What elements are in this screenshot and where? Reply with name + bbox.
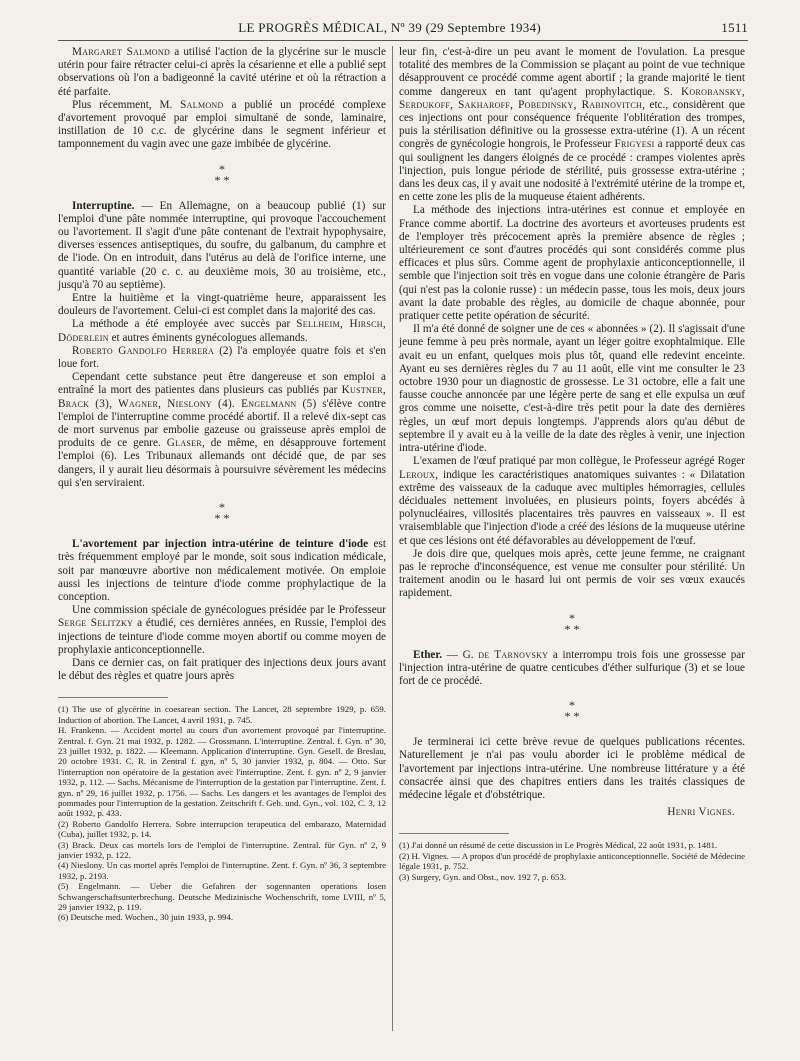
section-separator: * * * bbox=[214, 161, 230, 187]
footnote: (1) The use of glycérine in coesarean section. The Lancet, 28 septembre 1929, p. 659. Induction of abortion. The Lancet, 4 avril 1931, p. 745. bbox=[58, 704, 386, 725]
paragraph-text: Je dois dire que, quelques mois après, cette jeune femme, ne craignant pas le reproche d'inconséquence, est venue me consulter pour stérilité. Un traitement anodin ou le hasard lui ont permis de voir ses vœux exaucés rapidement. bbox=[399, 547, 745, 600]
section-heading: Ether. bbox=[413, 648, 443, 661]
paragraph-text: Dans ce dernier cas, on fait pratiquer des injections deux jours avant le début des règles et quatre jours après bbox=[58, 656, 386, 683]
column-divider bbox=[392, 46, 393, 1031]
footnote: (3) Surgery, Gyn. and Obst., nov. 192 7, p. 653. bbox=[399, 871, 567, 882]
paragraph-salmond-2: Plus récemment, M. Salmond a publié un procédé complexe d'avortement provoqué par emploi simultané de sonde, laminaire, instillation de 10 c.c. de glycérine dans le segment inférieur et tamponnement du vagin avec une gaze imbibée de glycérine. bbox=[58, 98, 386, 151]
journal-title: LE PROGRÈS MÉDICAL, Nº 39 (29 Septembre 1934) bbox=[238, 20, 542, 35]
paragraph-text: leur fin, c'est-à-dire un peu avant le moment de l'ovulation. La presque totalité des membres de la Commission se plaçant au point de vue technique désapprouvent ce procédé comme agent abortif ; la grande majorité le tient comme dangereux en tant qu'agent prophylactique. S. Korobansky, Serdukoff, Sakharoff, Pobedinsky, Rabinovitch, etc., considèrent que ces injections ont pour conséquence fréquente l'oblitération des trompes, puis la stérilisation définitive ou la grossesse extra-utérine (1). A un récent congrès de gynécologie hongrois, le Professeur Frigyesi a rapporté deux cas qui soulignent les dangers éloignés de ce procédé : crampes violentes après l'injection, puis longue période de stérilité, puis grossesse extra-utérine ; dans les deux cas, il y avait une nodosité à l'extrémité utérine de la trompe et, en cette zone les plis de la muqueuse étaient adhérents. bbox=[399, 46, 745, 204]
paragraph-iode: L'avortement par injection intra-utérine de teinture d'iode est très fréquemment employé par le monde, soit sous indication médicale, soit par manœuvre abortive non médicalement motivée. On emploie aussi les injections de teinture d'iode comme prophylactique de la conception. bbox=[58, 538, 386, 603]
author-signature: Henri Vignes. bbox=[667, 806, 735, 819]
paragraph-text: La méthode des injections intra-utérines est connue et employée en France comme abortif. La doctrine des avorteurs et avorteuses prudents est de l'employer très précocement après la première absence de règles ; ultérieurement ce sont d'autres procédés qui sont considérés comme plus efficaces et plus sûrs. Comme agent de prophylaxie anticonceptionnelle, il semble que l'injection soit très en vogue dans une colonie étrangère de Paris (qui n'est pas la colonie russe) : un médecin passe, tous les mois, deux jours avant la date probable des règles, au domicile de chaque abonnée, pour pratiquer cette petite opération de sécurité. bbox=[399, 204, 745, 323]
footnote: (2) H. Vignes. — A propos d'un procédé de prophylaxie anticonceptionnelle. Société de Médecine légale 1931, p. 752. bbox=[399, 850, 745, 872]
footnote: (4) Nieslony. Un cas mortel après l'emploi de l'interruptine. Zent. f. Gyn. nº 36, 3 septembre 1932, p. 2193. bbox=[58, 860, 386, 881]
footnotes-left bbox=[58, 704, 386, 923]
paragraph-salmond-1: Margaret Salmond a utilisé l'action de la glycérine sur le muscle utérin pour faire rétracter celui-ci après la césarienne et elle a publié sept observations où l'on a badigeonné la cavité utérine et où la rétraction a été parfaite. bbox=[58, 46, 386, 98]
paragraph-text: La méthode a été employée avec succès par Sellheim, Hirsch, Döderlein et autres éminents gynécologues allemands. bbox=[58, 318, 386, 344]
section-separator: * * * bbox=[564, 698, 580, 724]
footnote: (1) J'ai donné un résumé de cette discussion in Le Progrès Médical, 22 août 1931, p. 1481. bbox=[399, 840, 718, 851]
section-separator: * * * bbox=[214, 500, 230, 526]
footnote: H. Frankenn. — Accident mortel au cours d'un avortement provoqué par l'interruptine. Zentral. f. Gyn. 21 mai 1932, p. 1282. — Grossmann. L'interruptine. Zentral. f. Gyn. nº 30, 23 juillet 1932, p. 1822. — Kleemann. Application d'interruptine. Gyn. Gesell. de Breslau, 20 octobre 1931. C. R. in Zentral f. gyn, nº 5, 30 janvier 1932, p. 804. — Otto. Sur l'interruption non opératoire de la gestation avec l'interruptine. Zent. f. gyn. nº 2, 9 janvier 1932, p. 112. — Sachs. Mécanisme de l'interruption de la gestation par l'interruptine. Zent. f. gyn. nº 29, 16 juillet 1932, p. 1756. — Sachs. Les dangers et les avantages de l'emploi des pommades pour l'interruption de la gestation. Zeitschrift f. Geb. und. Gyn., vol. 102, C. 3, 12 août 1932, p. 433. bbox=[58, 725, 386, 819]
paragraph-text: Roberto Gandolfo Herrera (2) l'a employée quatre fois et s'en loue fort. bbox=[58, 344, 386, 371]
header-rule bbox=[58, 40, 748, 41]
paragraph-text: L'examen de l'œuf pratiqué par mon collègue, le Professeur agrégé Roger Leroux, indique les caractéristiques anatomiques suivantes : « Dilatation extrême des vaisseaux de la caduque avec multiples hémorragies, cellules déciduales nettement involuées, en plusieurs points, foyers abcédés à polynucléaires, villosités placentaires très pauvres en vaisseaux ». Il est vraisemblable que l'injection d'iode a créé des lésions de la muqueuse utérine et que ces lésions ont été défavorables au développement de l'œuf. bbox=[399, 455, 745, 547]
footnote: (2) Roberto Gandolfo Herrera. Sobre interrupcion terapeutica del embarazo, Maternidad (Cuba), juillet 1932, p. 14. bbox=[58, 818, 386, 840]
page-header bbox=[58, 20, 748, 38]
footnotes-right bbox=[399, 840, 745, 882]
left-column bbox=[58, 46, 386, 923]
footnote-rule bbox=[399, 833, 509, 834]
section-heading: Interruptine. bbox=[72, 199, 135, 212]
footnote-rule bbox=[58, 697, 168, 698]
paragraph-text: Cependant cette substance peut être dangereuse et son emploi a entraîné la mort des patientes dans plusieurs cas publiés par Kustner, Brack (3), Wagner, Nieslony (4). Engelmann (5) s'élève contre l'emploi de l'interruptine comme procédé abortif. Il a relevé dix-sept cas de mort survenus par embolie gazeuse ou graisseuse après emploi de produits de ce genre. Glaser, de même, en désapprouve fortement l'emploi (6). Les Tribunaux allemands ont décidé que, de par ses dangers, il y aurait lieu désormais à poursuivre sévèrement les médecins qui s'en serviraient. bbox=[58, 371, 386, 489]
right-column bbox=[399, 46, 745, 882]
footnote: (3) Brack. Deux cas mortels lors de l'emploi de l'interruptine. Zentral. für Gyn. nº 2, 9 janvier 1932, p. 122. bbox=[58, 839, 386, 861]
paragraph-text: Je terminerai ici cette brève revue de quelques publications récentes. Naturellement je n'ai pas voulu aborder ici le problème médical de l'avortement par injections intra-utérine. Une nombreuse littérature y a été consacrée ainsi que des chapitres entiers dans les traités classiques de médecine légale et d'obstétrique. bbox=[399, 736, 745, 801]
section-separator: * * * bbox=[564, 610, 580, 636]
paragraph-ether: Ether. — G. de Tarnovsky a interrompu trois fois une grossesse par l'injection intra-utérine de quatre centicubes d'éther sulfurique (3) et se loue fort de ce procédé. bbox=[399, 648, 745, 687]
footnote: (6) Deutsche med. Wochen., 30 juin 1933, p. 994. bbox=[58, 912, 234, 923]
section-heading: L'avortement par injection intra-utérine de teinture d'iode bbox=[72, 538, 369, 551]
paragraph-text: Il m'a été donné de soigner une de ces « abonnées » (2). Il s'agissait d'une jeune femme à peu près normale, ayant un léger goitre exophtalmique. Elle avait eu un enfant, quelques mois plus tôt, quand elle redevint enceinte. Ayant eu ses dernières règles du 7 au 11 août, elle vint me consulter le 23 octobre 1930 pour un diagnostic de grossesse. Le 31 octobre, elle a fait une fausse couche annoncée par une légère perte de sang et elle expulsa un œuf gros comme une noisette, c'est-à-dire très petit pour la date des dernières règles, un œuf mort depuis longtemps. J'apprends alors qu'au début de septembre il y avait eu à la veille de la date des règles à venir, une injection intra-utérine d'iode. bbox=[399, 323, 745, 455]
footnote: (5) Engelmann. — Ueber die Gefahren der sogennanten operations losen Schwangerschaftsunterbrechung. Deutsche Medizinische Wochenschrift, tome LVIII, nº 5, 29 janvier 1932, p. 119. bbox=[58, 881, 386, 913]
page-number: 1511 bbox=[721, 20, 748, 35]
paragraph-text: Une commission spéciale de gynécologues présidée par le Professeur Serge Selitzky a étudié, ces dernières années, en Russie, l'emploi des injections de teinture d'iode comme moyen abortif ou comme moyen de prophylaxie anticonceptionnelle. bbox=[58, 604, 387, 656]
paragraph-interruptine: Interruptine. — En Allemagne, on a beaucoup publié (1) sur l'emploi d'une pâte nommée interruptine, qui provoque l'accouchement ou l'avortement. Il s'agit d'une pâte contenant de l'extrait hypophysaire, diverses essences antiseptiques, du soufre, du galbanum, du camphre et de l'iode. On en introduit, dans l'utérus au delà de l'orifice interne, une quantité variable (20 c. c. au deuxième mois, 30 au troisième, etc., jusqu'à 70 au septième). bbox=[58, 199, 386, 291]
paragraph-text: Entre la huitième et la vingt-quatrième heure, apparaissent les douleurs de l'avortement. Celui-ci est complet dans la majorité des cas. bbox=[58, 292, 386, 318]
